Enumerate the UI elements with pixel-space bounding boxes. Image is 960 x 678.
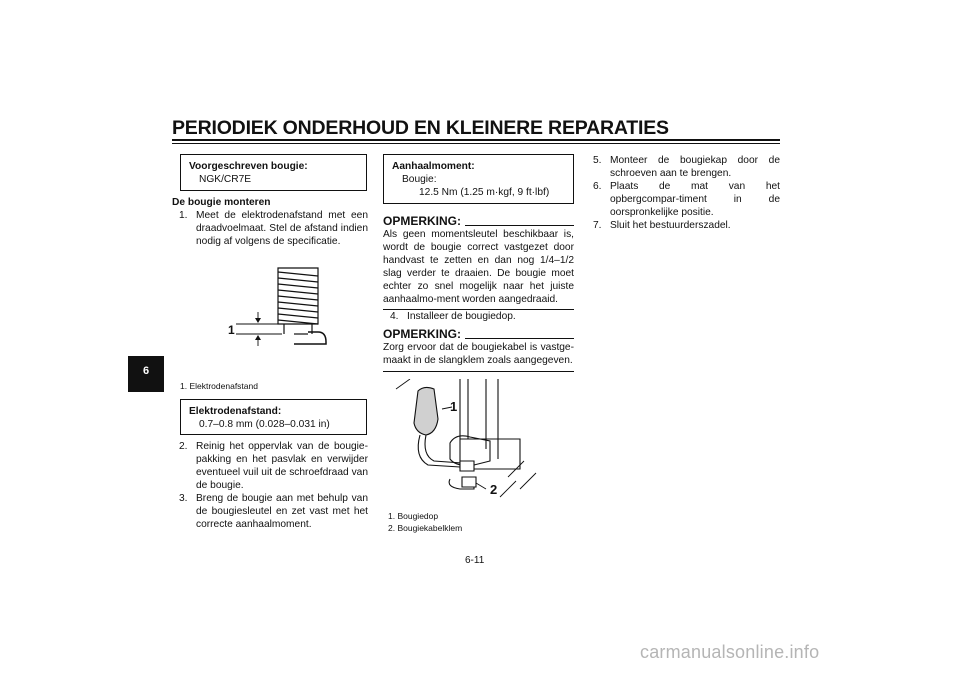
column-3-text: [593, 154, 780, 232]
step-number: 4.: [390, 311, 399, 322]
figure-captions: [388, 510, 462, 534]
step-number: 6.: [593, 181, 602, 192]
note-1: [383, 214, 574, 310]
torque-box-title: Aanhaalmoment:: [392, 161, 475, 172]
list-item: [172, 492, 368, 531]
figure-callout-1: 1: [450, 399, 458, 414]
page-title: PERIODIEK ONDERHOUD EN KLEINERE REPARATIES: [172, 117, 669, 139]
step-number: 7.: [593, 220, 602, 231]
figure-caption-2: 2. Bougiekabelklem: [388, 523, 463, 533]
step-text: Reinig het oppervlak van de bougie-pakking en het pasvlak en verwijder eventueel vuil uit de schroefdraad van de bougie.: [196, 441, 368, 491]
title-rule-thin: [172, 143, 780, 144]
spark-plug-figure: [222, 262, 342, 380]
page-number: 6-11: [465, 555, 485, 566]
column-1-lower-text: [172, 440, 368, 531]
list-item: [593, 154, 780, 180]
steps-list-3: [383, 310, 574, 323]
plug-cap-figure: [390, 379, 540, 507]
note-heading-text: OPMERKING:: [383, 214, 461, 228]
step-text: Breng de bougie aan met behulp van de bougiesleutel en zet vast met het correcte aanhaalmoment.: [196, 493, 368, 530]
note-heading: [383, 214, 574, 228]
note-end-rule: [383, 371, 574, 372]
step-text: Installeer de bougiedop.: [407, 311, 516, 322]
step-number: 3.: [179, 493, 188, 504]
steps-list-4: [593, 154, 780, 232]
note-body: Zorg ervoor dat de bougiekabel is vastge-maakt in de slangklem zoals aangegeven.: [383, 342, 574, 366]
step-number: 2.: [179, 441, 188, 452]
torque-box-value: 12.5 Nm (1.25 m·kgf, 9 ft·lbf): [419, 187, 550, 198]
plug-cap-illustration: [390, 379, 540, 507]
step-number: 1.: [179, 210, 188, 221]
figure-callout-2: 2: [490, 482, 498, 497]
note-heading-line: [465, 338, 574, 339]
spec-box-value: NGK/CR7E: [199, 174, 252, 185]
electrode-gap-box: [180, 399, 367, 435]
note-heading: [383, 327, 574, 341]
gap-box-title: Elektrodenafstand:: [189, 406, 282, 417]
title-rule: [172, 139, 780, 141]
spark-plug-spec-box: [180, 154, 367, 191]
torque-spec-box: [383, 154, 574, 204]
step-text: Sluit het bestuurderszadel.: [610, 220, 731, 231]
note-body: Als geen momentsleutel beschikbaar is, wordt de bougie correct vastgezet door handvast te zetten en dan nog 1/4–1/2 slag verder te draaien. De bougie moet echter zo snel mogelijk naar het juiste aanhaalmo-ment worden aangedraaid.: [383, 229, 574, 305]
torque-box-label: Bougie:: [402, 174, 437, 185]
list-item: [593, 180, 780, 219]
gap-box-value: 0.7–0.8 mm (0.028–0.031 in): [199, 419, 330, 430]
list-item: [172, 440, 368, 492]
step-text: Plaats de mat van het opbergcompar-timent in de oorspronkelijke positie.: [610, 181, 780, 218]
list-item: [172, 209, 368, 248]
chapter-tab: 6: [128, 356, 164, 392]
step-text: Meet de elektrodenafstand met een draadvoelmaat. Stel de afstand indien nodig af volgens de specificatie.: [196, 210, 368, 247]
step-4: [383, 310, 574, 323]
note-2: [383, 327, 574, 372]
note-heading-line: [465, 225, 574, 226]
step-number: 5.: [593, 155, 602, 166]
list-item: [593, 219, 780, 232]
steps-list-2: [172, 440, 368, 531]
spec-box-title: Voorgeschreven bougie:: [189, 161, 308, 172]
spark-plug-illustration: [222, 262, 342, 380]
section-heading: De bougie monteren: [172, 197, 271, 208]
list-item: [383, 310, 574, 323]
step-text: Monteer de bougiekap door de schroeven aan te brengen.: [610, 155, 780, 179]
note-heading-text: OPMERKING:: [383, 327, 461, 341]
figure-callout: 1: [228, 323, 235, 337]
figure-caption-1: 1. Bougiedop: [388, 511, 439, 521]
watermark: carmanualsonline.info: [640, 642, 820, 662]
steps-list-1: [172, 209, 368, 248]
figure-caption: 1. Elektrodenafstand: [180, 381, 258, 391]
column-1-text: [172, 196, 368, 248]
